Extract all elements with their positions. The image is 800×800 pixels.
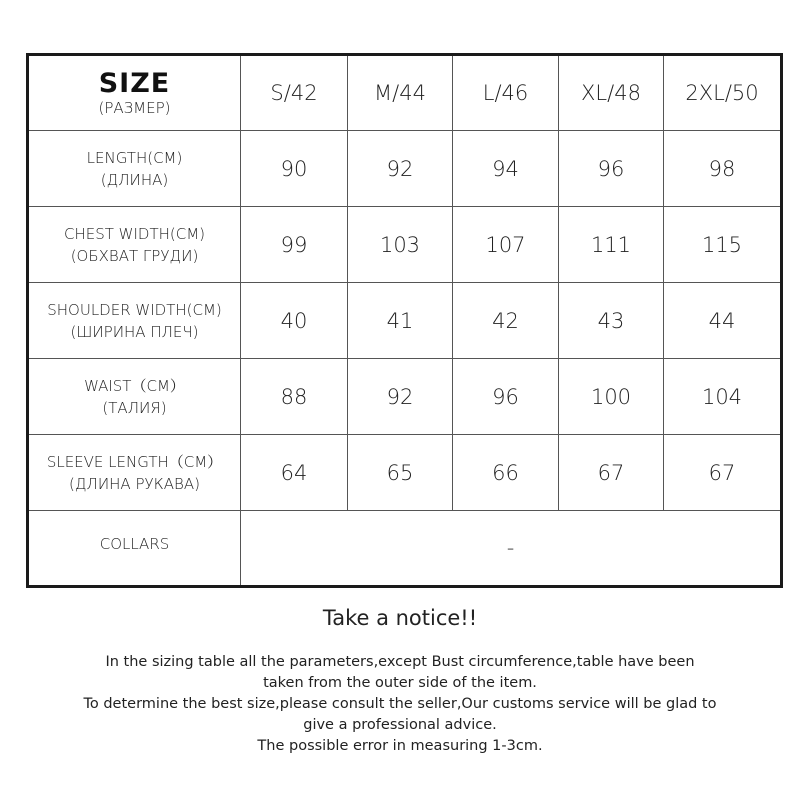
table-row-collars — [28, 511, 782, 587]
table-cell: 115 — [664, 207, 782, 283]
row-label-en: SHOULDER WIDTH(CM) — [47, 300, 222, 319]
table-row-length — [28, 131, 782, 207]
size-header-row — [28, 55, 782, 131]
table-cell: 90 — [241, 131, 348, 207]
size-chart-table — [26, 53, 783, 588]
size-column-s: S/42 — [241, 55, 348, 131]
notice-line: give a professional advice. — [303, 717, 497, 733]
row-label-waist — [28, 359, 241, 435]
notice-line: The possible error in measuring 1-3cm. — [257, 738, 543, 754]
table-cell: 41 — [348, 283, 453, 359]
row-label-chest-width — [28, 207, 241, 283]
table-cell: 66 — [453, 435, 559, 511]
row-label-en: LENGTH(CM) — [86, 148, 183, 167]
table-cell: 92 — [348, 131, 453, 207]
table-row-sleeve-length — [28, 435, 782, 511]
row-label-ru: (ДЛИНА) — [100, 170, 169, 189]
table-cell: 67 — [559, 435, 664, 511]
table-cell: 42 — [453, 283, 559, 359]
size-header-cell — [28, 55, 241, 131]
notice-line: taken from the outer side of the item. — [263, 675, 537, 691]
size-title: SIZE — [98, 67, 171, 99]
notice-line: To determine the best size,please consult the seller,Our customs service will be glad to — [83, 696, 717, 712]
table-cell: 100 — [559, 359, 664, 435]
row-label-en: COLLARS — [99, 535, 170, 553]
table-cell: 98 — [664, 131, 782, 207]
size-column-xl: XL/48 — [559, 55, 664, 131]
table-cell: 96 — [559, 131, 664, 207]
table-cell: 111 — [559, 207, 664, 283]
table-cell: 64 — [241, 435, 348, 511]
size-title-ru: (РАЗМЕР) — [98, 98, 171, 117]
row-label-sleeve-length — [28, 435, 241, 511]
row-label-en: WAIST（CM） — [84, 376, 185, 395]
table-cell: 44 — [664, 283, 782, 359]
row-label-ru: (ОБХВАТ ГРУДИ) — [70, 246, 199, 265]
table-cell: 96 — [453, 359, 559, 435]
table-cell: 67 — [664, 435, 782, 511]
row-label-shoulder-width — [28, 283, 241, 359]
table-cell: 99 — [241, 207, 348, 283]
size-column-2xl: 2XL/50 — [664, 55, 782, 131]
table-cell: 65 — [348, 435, 453, 511]
row-label-length — [28, 131, 241, 207]
table-row-shoulder-width — [28, 283, 782, 359]
row-label-ru: (ШИРИНА ПЛЕЧ) — [70, 322, 199, 341]
row-label-ru: (ТАЛИЯ) — [102, 398, 167, 417]
size-column-m: M/44 — [348, 55, 453, 131]
table-row-waist — [28, 359, 782, 435]
table-row-chest-width — [28, 207, 782, 283]
notice-title: Take a notice!! — [322, 606, 478, 630]
table-cell: 107 — [453, 207, 559, 283]
notice-text — [0, 652, 800, 757]
collars-value: - — [241, 511, 782, 587]
table-cell: 88 — [241, 359, 348, 435]
table-cell: 104 — [664, 359, 782, 435]
row-label-ru: (ДЛИНА РУКАВА) — [69, 474, 200, 493]
row-label-collars — [28, 511, 241, 587]
notice-line: In the sizing table all the parameters,except Bust circumference,table have been — [105, 654, 695, 670]
table-cell: 103 — [348, 207, 453, 283]
table-cell: 92 — [348, 359, 453, 435]
row-label-en: CHEST WIDTH(CM) — [63, 224, 206, 243]
size-column-l: L/46 — [453, 55, 559, 131]
table-cell: 94 — [453, 131, 559, 207]
table-cell: 40 — [241, 283, 348, 359]
row-label-en: SLEEVE LENGTH（CM） — [46, 452, 223, 471]
table-cell: 43 — [559, 283, 664, 359]
